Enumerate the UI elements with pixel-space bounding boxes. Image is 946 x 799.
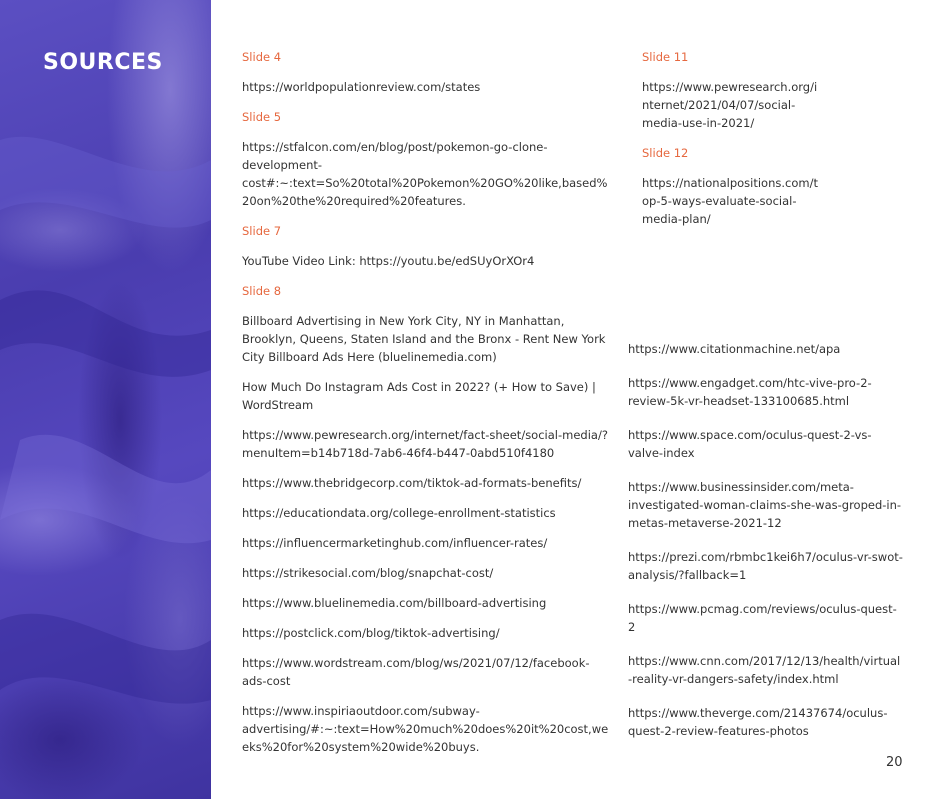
decorative-side-panel <box>0 0 211 799</box>
source-link[interactable]: https://www.cnn.com/2017/12/13/health/virtual-reality-vr-dangers-safety/index.html <box>628 654 901 686</box>
sources-column-right-top <box>642 48 822 240</box>
source-link[interactable]: https://nationalpositions.com/top-5-ways-evaluate-social-media-plan/ <box>642 176 818 226</box>
slide-heading: Slide 8 <box>242 284 282 298</box>
source-link[interactable]: https://postclick.com/blog/tiktok-advertising/ <box>242 626 500 640</box>
source-link[interactable]: https://prezi.com/rbmbc1kei6h7/oculus-vr-swot-analysis/?fallback=1 <box>628 550 903 582</box>
source-link[interactable]: Billboard Advertising in New York City, NY in Manhattan, Brooklyn, Queens, Staten Island and the Bronx - Rent New York City Billboard Ads Here (bluelinemedia.com) <box>242 314 606 364</box>
source-link[interactable]: https://www.pewresearch.org/internet/fact-sheet/social-media/?menuItem=b14b718d-7ab6-46f4-b447-0abd510f4180 <box>242 428 608 460</box>
slide-heading: Slide 4 <box>242 50 282 64</box>
source-link[interactable]: https://www.bluelinemedia.com/billboard-advertising <box>242 596 547 610</box>
source-link[interactable]: https://www.pcmag.com/reviews/oculus-quest-2 <box>628 602 897 634</box>
source-link[interactable]: https://influencermarketinghub.com/influencer-rates/ <box>242 536 548 550</box>
source-link[interactable]: https://strikesocial.com/blog/snapchat-cost/ <box>242 566 494 580</box>
slide-heading: Slide 11 <box>642 50 689 64</box>
sources-column-right-bottom <box>628 340 903 756</box>
page-number: 20 <box>886 755 903 770</box>
source-link[interactable]: https://www.wordstream.com/blog/ws/2021/07/12/facebook-ads-cost <box>242 656 590 688</box>
source-link[interactable]: https://www.businessinsider.com/meta-investigated-woman-claims-she-was-groped-in-metas-metaverse-2021-12 <box>628 480 902 530</box>
source-link[interactable]: YouTube Video Link: https://youtu.be/edSUyOrXOr4 <box>242 254 535 268</box>
source-link[interactable]: How Much Do Instagram Ads Cost in 2022? (+ How to Save) | WordStream <box>242 380 596 412</box>
source-link[interactable]: https://worldpopulationreview.com/states <box>242 80 481 94</box>
source-link[interactable]: https://www.space.com/oculus-quest-2-vs-valve-index <box>628 428 872 460</box>
source-link[interactable]: https://stfalcon.com/en/blog/post/pokemon-go-clone-development-cost#:~:text=So%20total%20Pokemon%20GO%20like,based%20on%20the%20required%20features. <box>242 140 608 208</box>
source-link[interactable]: https://www.engadget.com/htc-vive-pro-2-review-5k-vr-headset-133100685.html <box>628 376 872 408</box>
slide-heading: Slide 5 <box>242 110 282 124</box>
source-link[interactable]: https://www.inspiriaoutdoor.com/subway-advertising/#:~:text=How%20much%20does%20it%20cost,weeks%20for%20system%20wide%20buys. <box>242 704 609 754</box>
slide-heading: Slide 12 <box>642 146 689 160</box>
source-link[interactable]: https://www.theverge.com/21437674/oculus-quest-2-review-features-photos <box>628 706 888 738</box>
sources-column-left <box>242 48 612 768</box>
panel-texture <box>0 0 211 799</box>
source-link[interactable]: https://www.pewresearch.org/internet/2021/04/07/social-media-use-in-2021/ <box>642 80 818 130</box>
source-link[interactable]: https://www.citationmachine.net/apa <box>628 342 841 356</box>
slide-heading: Slide 7 <box>242 224 282 238</box>
source-link[interactable]: https://www.thebridgecorp.com/tiktok-ad-formats-benefits/ <box>242 476 582 490</box>
source-link[interactable]: https://educationdata.org/college-enrollment-statistics <box>242 506 556 520</box>
page-title: SOURCES <box>43 50 163 75</box>
